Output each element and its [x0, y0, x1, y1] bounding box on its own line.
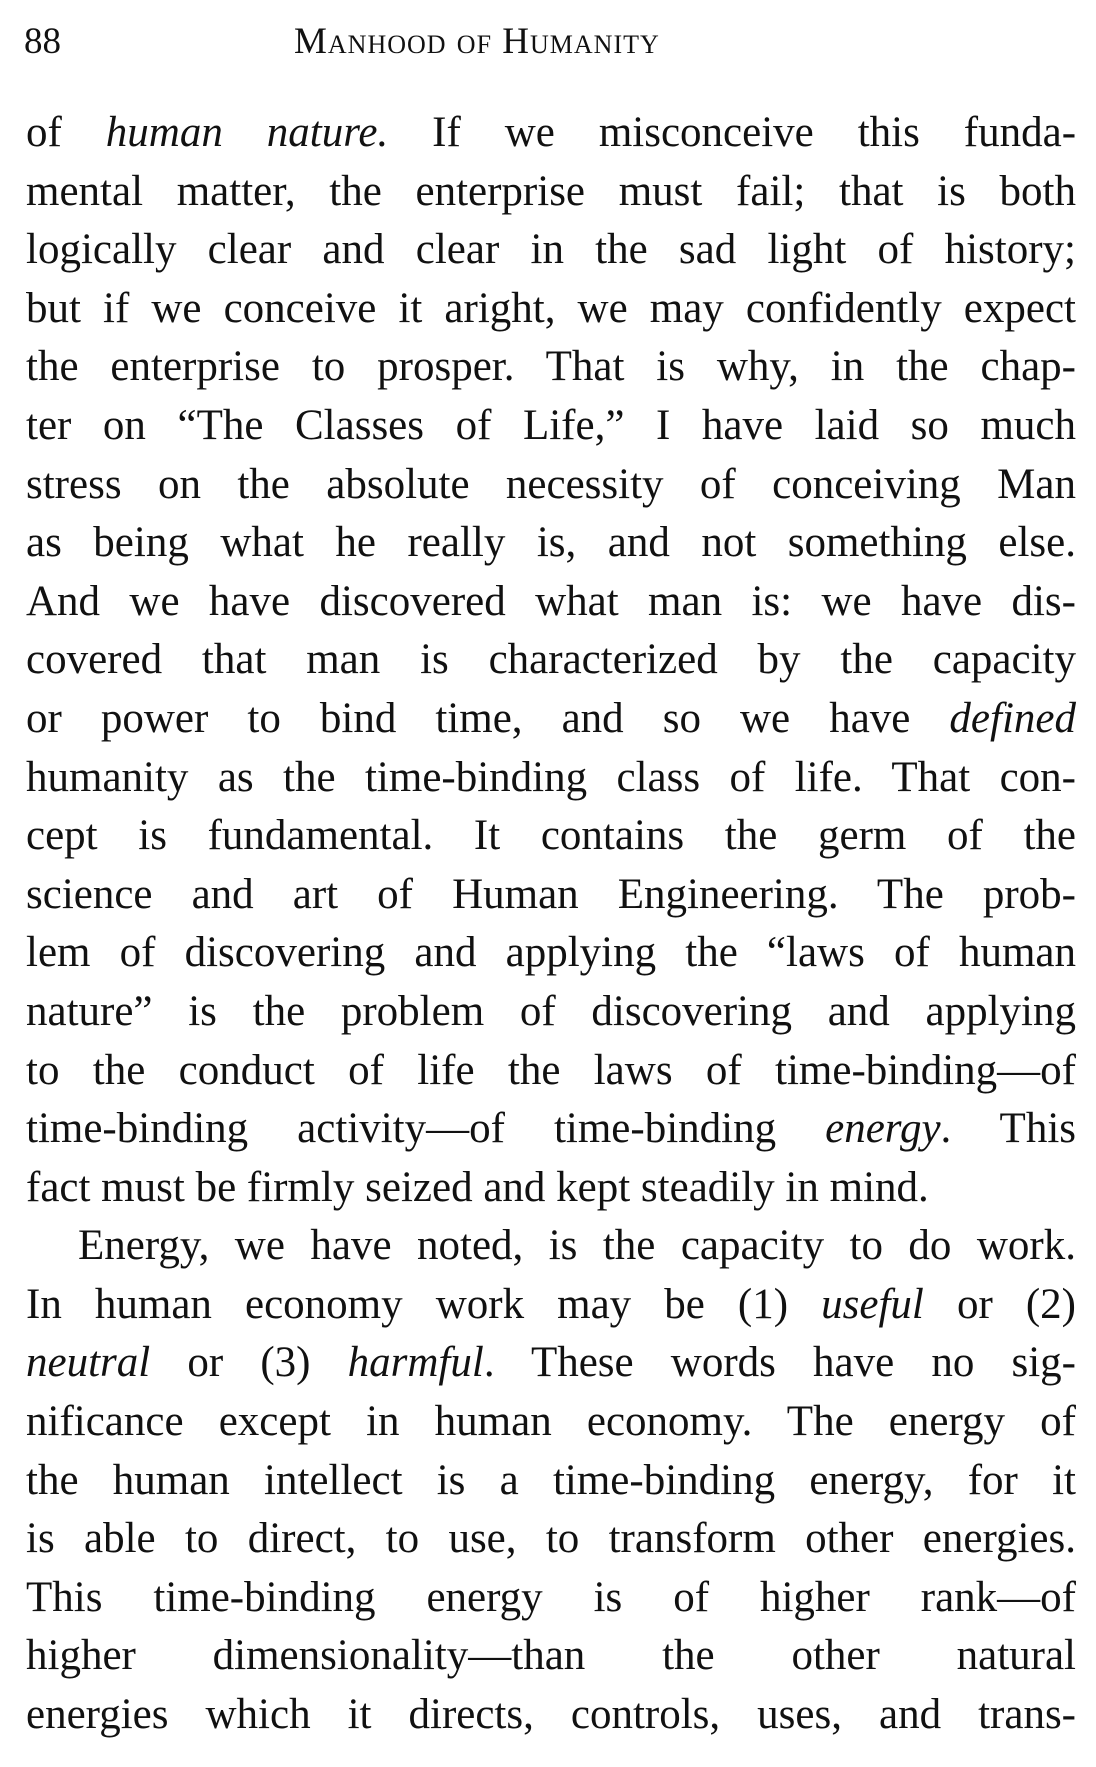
italic-word: defined	[949, 694, 1076, 742]
text-line: the enterprise to prosper. That is why, in the chap-	[26, 343, 1076, 391]
text-line	[26, 1334, 1076, 1393]
text-line	[26, 1100, 1076, 1159]
text-run: . This	[940, 1105, 1076, 1153]
text-line: nature” is the problem of discovering and applying	[26, 987, 1076, 1035]
text-line: stress on the absolute necessity of conceiving Man	[26, 460, 1076, 508]
text-line: fact must be firmly seized and kept steadily in mind.	[26, 1163, 929, 1211]
text-line: to the conduct of life the laws of time-binding—of	[26, 1046, 1076, 1094]
text-line: but if we conceive it aright, we may confidently expect	[26, 284, 1076, 332]
text-run: or (2)	[923, 1280, 1076, 1328]
text-line	[26, 1276, 1076, 1335]
text-line: energies which it directs, controls, uses, and trans-	[26, 1691, 1076, 1739]
text-line: mental matter, the enterprise must fail; that is both	[26, 167, 1076, 215]
text-line	[26, 104, 1076, 163]
text-line: covered that man is characterized by the capacity	[26, 636, 1076, 684]
text-run: time-binding activity—of time-binding	[26, 1105, 826, 1153]
body-text	[26, 104, 1076, 1745]
text-line: as being what he really is, and not something else.	[26, 519, 1076, 567]
page-number: 88	[24, 21, 61, 62]
text-line: the human intellect is a time-binding energy, for it	[26, 1456, 1076, 1504]
text-line: This time-binding energy is of higher rank—of	[26, 1573, 1076, 1621]
text-line: logically clear and clear in the sad light of history;	[26, 226, 1076, 274]
text-line	[26, 690, 1076, 749]
running-head	[24, 12, 1074, 72]
paragraph-first-line: Energy, we have noted, is the capacity to do work.	[78, 1222, 1076, 1270]
italic-phrase: human nature.	[105, 109, 389, 156]
text-line: nificance except in human economy. The energy of	[26, 1398, 1076, 1446]
text-run: or power to bind time, and so we have	[26, 694, 950, 742]
italic-word: neutral	[26, 1339, 151, 1387]
text-line: science and art of Human Engineering. The prob-	[26, 870, 1076, 918]
italic-word: useful	[821, 1280, 924, 1328]
text-line: And we have discovered what man is: we have dis-	[26, 577, 1076, 625]
running-title: Manhood of Humanity	[294, 21, 660, 62]
text-line: higher dimensionality—than the other natural	[26, 1632, 1076, 1680]
text-run: or (3)	[150, 1339, 348, 1387]
text-run: of	[26, 109, 106, 156]
text-run: . These words have no sig-	[483, 1339, 1077, 1387]
italic-word: harmful	[347, 1339, 484, 1387]
text-line: lem of discovering and applying the “laws of human	[26, 929, 1076, 977]
text-line: ter on “The Classes of Life,” I have laid so much	[26, 401, 1076, 449]
text-line: cept is fundamental. It contains the germ of the	[26, 812, 1076, 860]
italic-word: energy	[825, 1105, 941, 1153]
text-run: If we misconceive this funda-	[388, 109, 1077, 156]
text-line: is able to direct, to use, to transform other energies.	[26, 1515, 1076, 1563]
text-run: In human economy work may be (1)	[26, 1280, 822, 1328]
text-line: humanity as the time-binding class of life. That con-	[26, 753, 1076, 801]
